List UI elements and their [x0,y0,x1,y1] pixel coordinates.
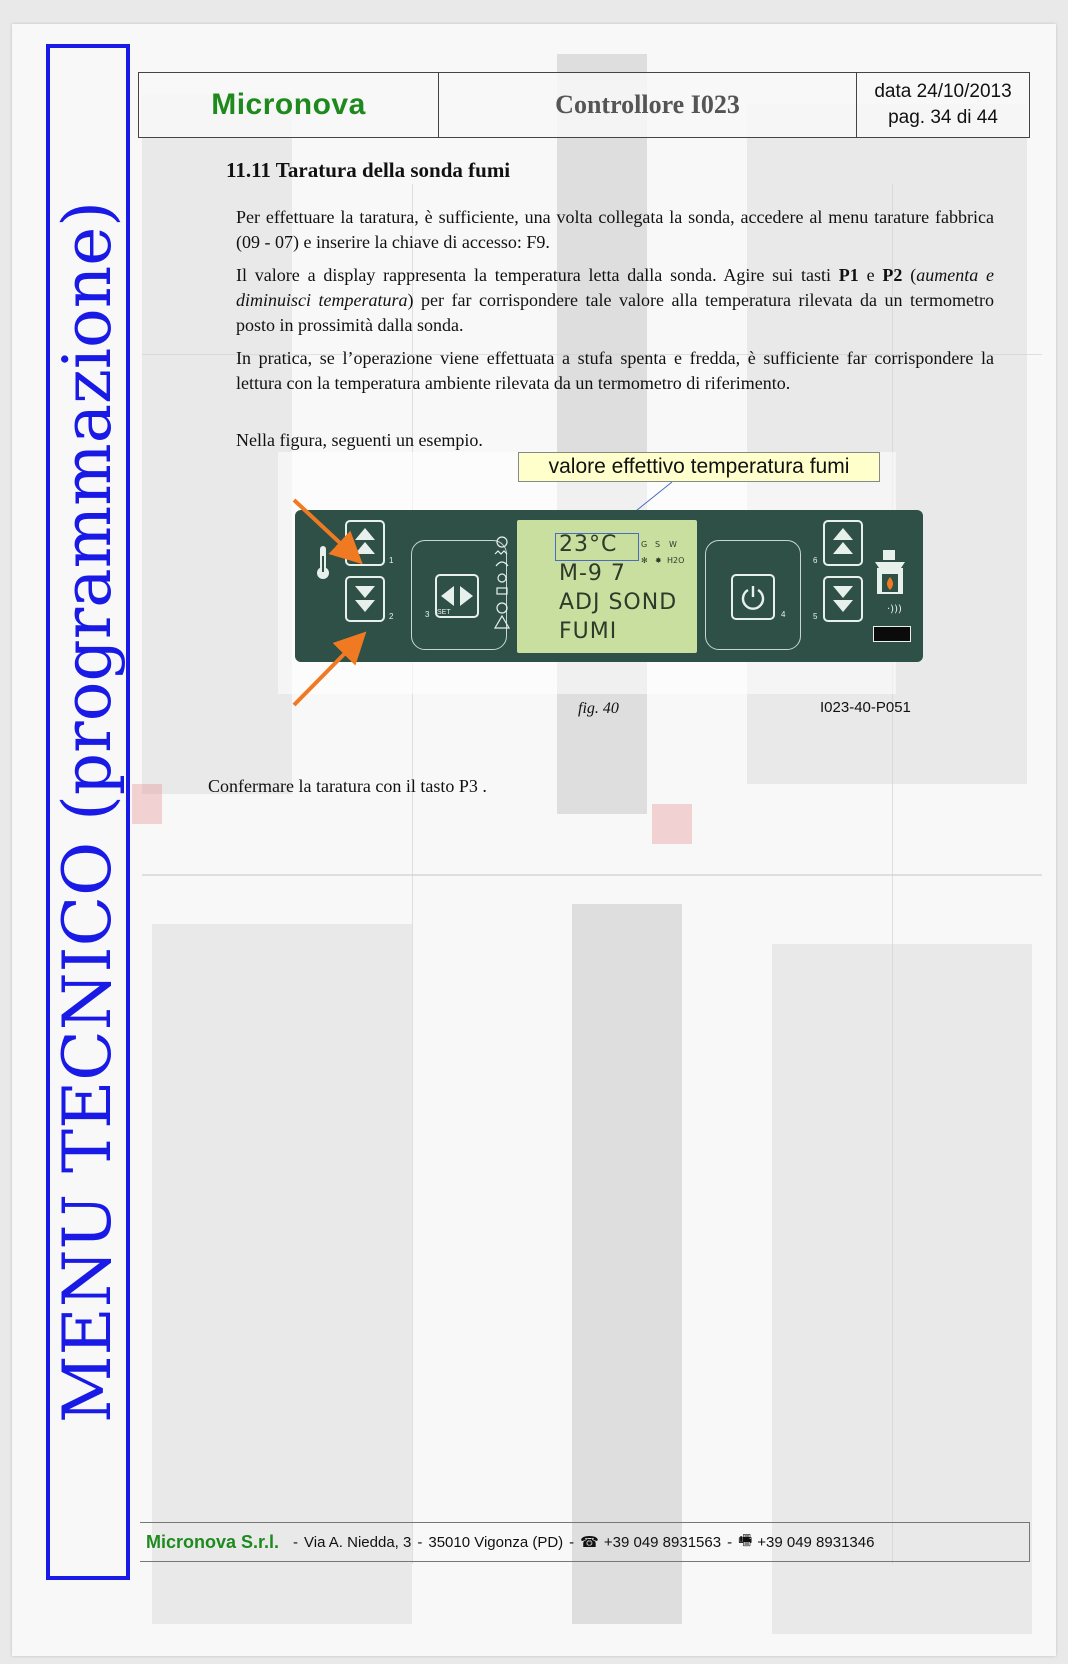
key-number-5: 5 [813,612,818,621]
indicator-w: W [669,540,677,549]
side-title: MENU TECNICO (programmazione) [49,200,127,1424]
phone-icon: ☎ [580,1533,599,1551]
indicator-s: S [655,540,661,549]
footer-brand: Micronova S.r.l. [146,1531,280,1552]
header-brand: Micronova [211,88,366,121]
figure-callout: valore effettivo temperatura fumi [518,452,880,482]
key-number-6: 6 [813,556,818,565]
paragraph-3: In pratica, se l’operazione viene effettuata a stufa spenta e fredda, è sufficiente far corrispondere la lettura con la temperatura ambiente rilevata da un termometro di riferimento. [236,348,994,393]
signal-icon: ·))) [887,604,902,615]
header-date: data 24/10/2013 [874,81,1012,102]
confirm-text: Confermare la taratura con il tasto P3 . [208,776,487,796]
figure-caption: fig. 40 [578,700,619,717]
snowflake-icon: ✻ [641,556,648,565]
figure-code: I023-40-P051 [820,699,911,716]
key-number-2: 2 [389,612,394,621]
indicator-h2o: H2O [667,556,685,565]
footer-city: 35010 Vigonza (PD) [428,1533,564,1551]
indicator-g: G [641,540,648,549]
lcd-line-adj: ADJ SOND [559,590,678,615]
orange-pointer-arrows [0,0,1068,760]
key-number-4: 4 [781,610,786,619]
emphasis-text: aumenta e diminuisci temperatura [236,265,995,310]
page-footer: Micronova S.r.l. - Via A. Niedda, 3 - 35010 Vigonza (PD) - ☎ +39 049 8931563 - 🖷 +39 049 8931346 [140,1522,1030,1562]
paragraph-4: Nella figura, seguenti un esempio. [236,430,483,450]
key-p2: P2 [882,265,903,285]
header-title: Controllore I023 [555,90,740,119]
key-p1: P1 [838,265,859,285]
fax-icon: 🖷 [738,1530,753,1549]
lcd-line-menu: M-9 7 [559,561,626,586]
header-page-number: pag. 34 di 44 [888,107,998,128]
arrow-to-p2 [294,640,358,705]
sun-icon: ✸ [655,556,662,565]
paragraph-2: Il valore a display rappresenta la temperatura letta dalla sonda. Agire sui tasti P1 e P2 (aumenta e diminuisci temperatura) per far corrispondere tale valore alla temperatura rilevata da un termometro posto in prossimità dalla sonda. [236,265,995,335]
footer-phone: +39 049 8931563 [603,1533,722,1551]
footer-fax: +39 049 8931346 [757,1533,875,1551]
set-label: SET [437,609,451,616]
paragraph-1: Per effettuare la taratura, è sufficiente, una volta collegata la sonda, accedere al menu tarature fabbrica (09 - 07) e inserire la chiave di accesso: F9. [236,207,994,252]
lcd-line-temperature: 23°C [559,532,618,557]
footer-address: Via A. Niedda, 3 [304,1533,412,1551]
key-number-1: 1 [389,556,394,565]
arrow-to-p1 [294,500,354,556]
key-number-3: 3 [425,610,430,619]
section-title: 11.11 Taratura della sonda fumi [226,158,511,182]
lcd-line-fumi: FUMI [559,619,618,644]
